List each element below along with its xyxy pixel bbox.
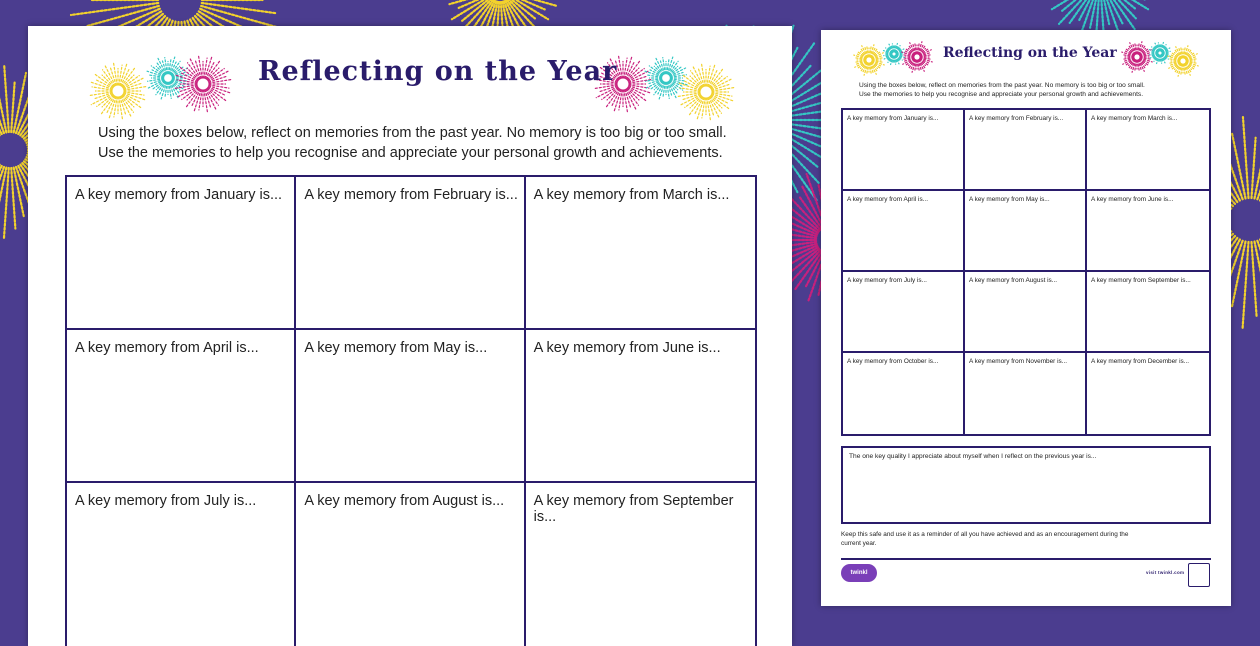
memory-box: A key memory from May is... — [965, 191, 1087, 272]
memory-box: A key memory from April is... — [843, 191, 965, 272]
memory-box: A key memory from November is... — [965, 353, 1087, 434]
worksheet-instructions: Using the boxes below, reflect on memories from the past year. No memory is too big or too small. Use the memories to help you recognise and appreciate your personal growth and achievements. — [98, 125, 727, 161]
memory-box: A key memory from December is... — [1091, 358, 1190, 365]
firework-cluster-left-icon — [849, 38, 939, 82]
key-quality-box: The one key quality I appreciate about myself when I reflect on the previous year is... — [841, 446, 1211, 524]
memory-box: A key memory from March is... — [526, 177, 755, 330]
worksheet-full-page-preview — [821, 30, 1231, 606]
worksheet-title: Reflecting on the Year — [943, 45, 1117, 61]
memory-box: A key memory from September is... — [1087, 272, 1209, 353]
worksheet-large-preview — [28, 26, 792, 646]
firework-cluster-right-icon — [1117, 38, 1207, 82]
memory-box: A key memory from August is... — [296, 483, 525, 646]
memory-box: A key memory from September is... — [526, 483, 755, 646]
memory-grid — [65, 175, 757, 646]
memory-box: A key memory from June is... — [526, 330, 755, 483]
memory-box: A key memory from February is... — [965, 110, 1087, 191]
memory-box: A key memory from January is... — [843, 110, 965, 191]
quality-badge-icon — [1188, 563, 1210, 587]
memory-grid — [841, 108, 1211, 436]
memory-box: A key memory from August is... — [965, 272, 1087, 353]
memory-box: A key memory from June is... — [1087, 191, 1209, 272]
firework-cluster-left-icon — [83, 46, 233, 126]
memory-box: A key memory from April is... — [67, 330, 296, 483]
memory-box: A key memory from May is... — [296, 330, 525, 483]
memory-box: A key memory from January is... — [67, 177, 296, 330]
worksheet-instructions: Using the boxes below, reflect on memories from the past year. No memory is too big or too small. Use the memories to help you recognise and appreciate your personal growth and achievements. — [859, 82, 1145, 98]
twinkl-logo: twinkl — [841, 564, 877, 582]
website-text: visit twinkl.com — [1146, 570, 1185, 575]
memory-box: A key memory from July is... — [67, 483, 296, 646]
memory-box: A key memory from October is... — [843, 353, 965, 434]
footer-note: Keep this safe and use it as a reminder of all you have achieved and as an encouragement during the current year. — [841, 531, 1129, 547]
memory-box: A key memory from July is... — [843, 272, 965, 353]
memory-box: A key memory from February is... — [296, 177, 525, 330]
footer-divider — [841, 558, 1211, 560]
worksheet-title: Reflecting on the Year — [258, 56, 618, 87]
memory-box: A key memory from March is... — [1087, 110, 1209, 191]
